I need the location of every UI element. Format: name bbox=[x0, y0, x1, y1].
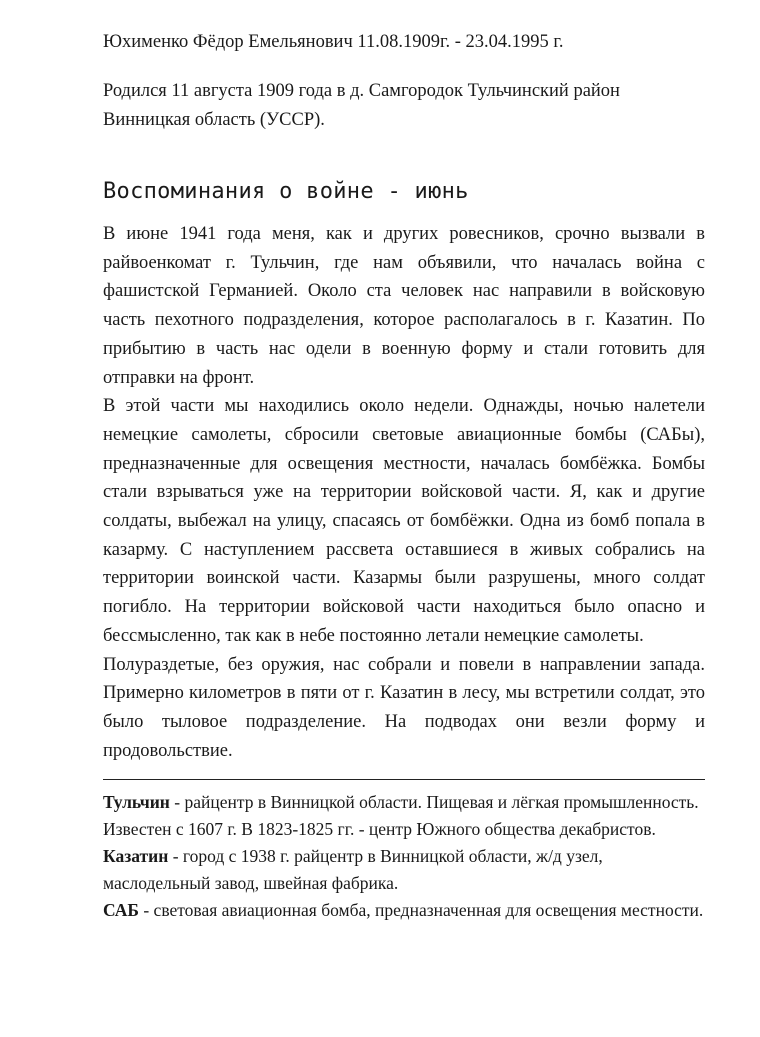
birth-info: Родился 11 августа 1909 года в д. Самгородок Тульчинский район Винницкая область (УССР). bbox=[103, 81, 620, 130]
document-page bbox=[103, 28, 705, 925]
footnote bbox=[103, 789, 705, 842]
footnote-term: Тульчин bbox=[103, 792, 170, 813]
footnotes bbox=[103, 789, 705, 924]
section-heading: Воспоминания о войне - июнь bbox=[103, 179, 469, 204]
footnote-divider bbox=[103, 779, 705, 780]
footnote bbox=[103, 843, 705, 896]
person-name-dates: Юхименко Фёдор Емельянович 11.08.1909г. - 23.04.1995 г. bbox=[103, 32, 564, 52]
story-paragraph: В этой части мы находились около недели. Однажды, ночью налетели немецкие самолеты, сбросили световые авиационные бомбы (САБы), предназначенные для освещения местности, началась бомбёжка. Бомбы стали взрываться уже на территории войсковой части. Я, как и другие солдаты, выбежал на улицу, спасаясь от бомбёжки. Одна из бомб попала в казарму. С наступлением рассвета оставшиеся в живых собрались на территории воинской части. Казармы были разрушены, много солдат погибло. На территории войсковой части находиться было опасно и бессмысленно, так как в небе постоянно летали немецкие самолеты. bbox=[103, 396, 705, 646]
footnote-term: САБ bbox=[103, 900, 139, 921]
footnote bbox=[103, 897, 705, 924]
footnote-text: - световая авиационная бомба, предназначенная для освещения местности. bbox=[138, 900, 704, 921]
story-paragraph: В июне 1941 года меня, как и других ровесников, срочно вызвали в райвоенкомат г. Тульчин, где нам объявили, что началась война с фашистской Германией. Около ста человек нас направили в войсковую часть пехотного подразделения, которое располагалось в г. Казатин. По прибытию в часть нас одели в военную форму и стали готовить для отправки на фронт. bbox=[103, 224, 705, 388]
footnote-text: - город с 1938 г. райцентр в Винницкой области, ж/д узел, маслодельный завод, швейная фабрика. bbox=[103, 846, 603, 893]
story-body bbox=[103, 220, 705, 765]
story-paragraph: Полураздетые, без оружия, нас собрали и повели в направлении запада. Примерно километров в пяти от г. Казатин в лесу, мы встретили солдат, это было тыловое подразделение. На подводах они везли форму и продовольствие. bbox=[103, 654, 705, 761]
footnote-term: Казатин bbox=[103, 846, 169, 867]
footnote-text: - райцентр в Винницкой области. Пищевая и лёгкая промышленность. Известен с 1607 г. В 1823-1825 гг. - центр Южного общества декабристов. bbox=[103, 792, 699, 839]
